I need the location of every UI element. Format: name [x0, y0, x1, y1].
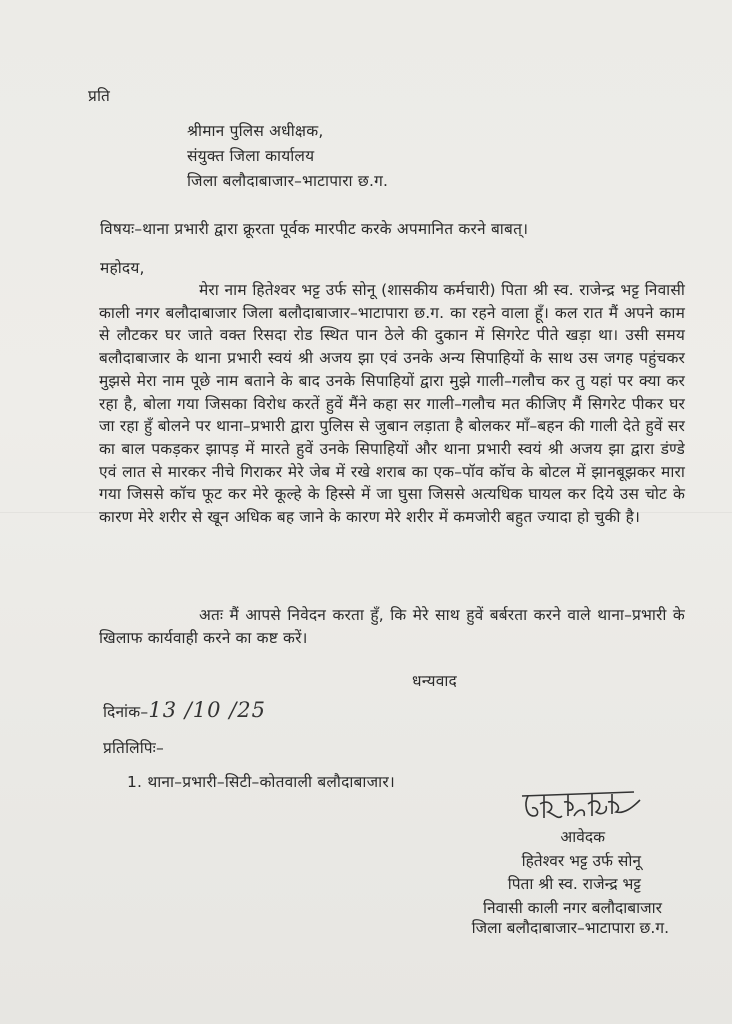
- date-row: [103, 700, 266, 722]
- applicant-name: हितेश्वर भट्ट उर्फ सोनू: [521, 852, 641, 870]
- cc-label: प्रतिलिपिः–: [103, 739, 164, 757]
- thanks: धन्यवाद: [412, 672, 457, 690]
- cc-item: 1. थाना–प्रभारी–सिटी–कोतवाली बलौदाबाजार।: [127, 773, 395, 791]
- applicant-label: आवेदक: [560, 828, 605, 846]
- applicant-father: पिता श्री स्व. राजेन्द्र भट्ट: [507, 875, 641, 893]
- greeting: महोदय,: [100, 259, 145, 277]
- recipient-line-3: जिला बलौदाबाजार–भाटापारा छ.ग.: [187, 172, 389, 190]
- recipient-line-2: संयुक्त जिला कार्यालय: [187, 147, 315, 165]
- date-label: दिनांक–: [103, 703, 149, 721]
- body-paragraph-2: अतः मैं आपसे निवेदन करता हुँ, कि मेरे साथ हुवें बर्बरता करने वाले थाना–प्रभारी के खिलाफ कार्यवाही करने का कष्ट करें।: [99, 606, 685, 647]
- signature: [516, 786, 646, 826]
- applicant-address-1: निवासी काली नगर बलौदाबाजार: [483, 899, 662, 917]
- salutation-to: प्रति: [88, 87, 111, 105]
- body-paragraph-1: मेरा नाम हितेश्वर भट्ट उर्फ सोनू (शासकीय कर्मचारी) पिता श्री स्व. राजेन्द्र भट्ट निवासी काली नगर बलौदाबाजार जिला बलौदाबाजार–भाटापारा छ.ग. का रहने वाला हूँ। कल रात मैं अपने काम से लौटकर घर जाते वक्त रिसदा रोड स्थित पान ठेले की दुकान में सिगरेट पीते खड़ा था। उसी समय बलौदाबाजार के थाना प्रभारी स्वयं श्री अजय झा एवं उनके अन्य सिपाहियों के साथ उस जगह पहुंचकर मुझसे मेरा नाम पूछे नाम बताने के बाद उनके सिपाहियों द्वारा मुझे गाली–गलौच कर तु यहां पर क्या कर रहा है, बोला गया जिसका विरोध करतें हुवें मैंने कहा सर गाली–गलौच मत कीजिए मैं सिगरेट पीकर घर जा रहा हुँ बोलने पर थाना–प्रभारी द्वारा पुलिस से जुबान लड़ाता है बोलकर माँ–बहन की गाली देते हुवें सर का बाल पकड़कर झापड़ में मारते हुवें उनके सिपाहियों और थाना प्रभारी स्वयं श्री अजय झा द्वारा डंण्डे एवं लात से मारकर नीचे गिराकर मेरे जेब में रखे शराब का एक–पॉव कॉच के बोटल में झानबूझकर मारा गया जिससे कॉच फूट कर मेरे कूल्हे के हिस्से में जा घुसा जिससे अत्यधिक घायल कर दिये उस चोट के कारण मेरे शरीर से खून अधिक बह जाने के कारण मेरे शरीर में कमजोरी बहुत ज्यादा हो चुकी है।: [99, 281, 685, 527]
- recipient-line-1: श्रीमान पुलिस अधीक्षक,: [187, 122, 324, 140]
- subject-line: विषयः–थाना प्रभारी द्वारा क्रूरता पूर्वक मारपीट करके अपमानित करने बाबत्।: [100, 220, 529, 238]
- date-handwritten: 13 /10 /25: [148, 698, 266, 722]
- applicant-address-2: जिला बलौदाबाजार–भाटापारा छ.ग.: [471, 919, 669, 937]
